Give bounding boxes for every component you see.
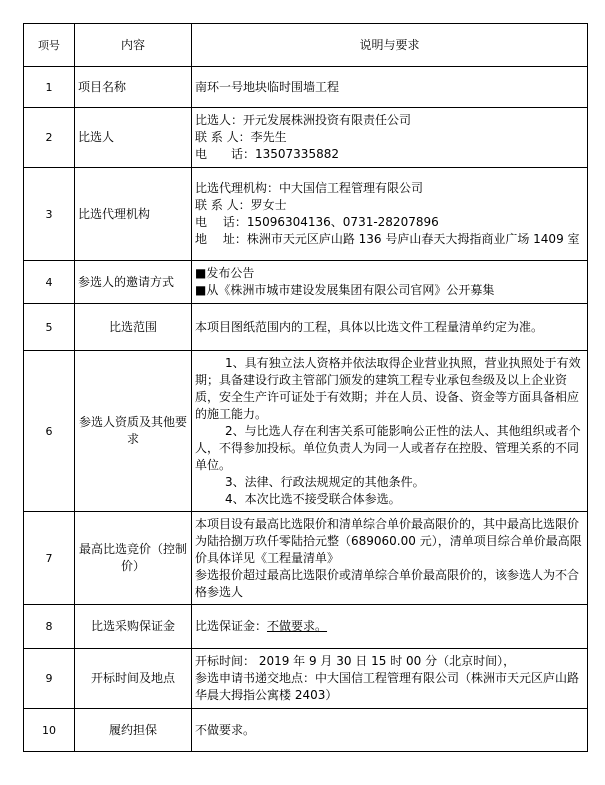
row-item: 比选范围 bbox=[75, 304, 192, 351]
description-line: 不做要求。 bbox=[195, 722, 256, 737]
table-row bbox=[24, 512, 588, 605]
description-line: 地 址：株洲市天元区庐山路 136 号庐山春天大拇指商业广场 1409 室 bbox=[195, 232, 580, 246]
description-line: 3、法律、行政法规规定的其他条件。 bbox=[225, 474, 425, 489]
row-description bbox=[192, 512, 588, 605]
row-description bbox=[192, 168, 588, 261]
description-underlined: 不做要求。 bbox=[267, 619, 328, 633]
description-line: ■发布公告 bbox=[195, 266, 255, 280]
table-row bbox=[24, 261, 588, 304]
description-prefix: 比选保证金： bbox=[195, 619, 268, 633]
row-description bbox=[192, 649, 588, 709]
description-line: 电 话：15096304136、0731-28207896 bbox=[195, 215, 439, 229]
description-line: 本项目图纸范围内的工程，具体以比选文件工程量清单约定为准。 bbox=[195, 319, 544, 334]
row-item: 项目名称 bbox=[75, 67, 192, 108]
table-row bbox=[24, 304, 588, 351]
description-line: 本项目设有最高比选限价和清单综合单价最高限价的，其中最高比选限价为陆拾捌万玖仟零陆拾元整（689060.00 元），清单项目综合单价最高限价具体详见《工程量清单》 bbox=[195, 516, 582, 565]
requirements-table bbox=[23, 23, 588, 752]
row-number: 3 bbox=[24, 168, 75, 261]
table-row bbox=[24, 108, 588, 168]
row-description bbox=[192, 351, 588, 512]
row-number: 7 bbox=[24, 512, 75, 605]
row-description bbox=[192, 108, 588, 168]
row-number: 2 bbox=[24, 108, 75, 168]
table-row bbox=[24, 649, 588, 709]
row-description bbox=[192, 261, 588, 304]
description-line: 联 系 人：李先生 bbox=[195, 130, 287, 144]
table-row bbox=[24, 67, 588, 108]
row-number: 10 bbox=[24, 709, 75, 752]
description-line: 电 话：13507335882 bbox=[195, 147, 339, 161]
row-number: 5 bbox=[24, 304, 75, 351]
row-item: 参选人的邀请方式 bbox=[75, 261, 192, 304]
row-item: 开标时间及地点 bbox=[75, 649, 192, 709]
row-number: 8 bbox=[24, 605, 75, 649]
row-item: 履约担保 bbox=[75, 709, 192, 752]
row-number: 9 bbox=[24, 649, 75, 709]
header-item-number: 项号 bbox=[24, 24, 75, 67]
row-item: 比选代理机构 bbox=[75, 168, 192, 261]
description-line: 2、与比选人存在利害关系可能影响公正性的法人、其他组织或者个人，不得参加投标。单位负责人为同一人或者存在控股、管理关系的不同单位。 bbox=[195, 423, 581, 472]
table-row bbox=[24, 351, 588, 512]
table-row bbox=[24, 605, 588, 649]
table-header-row bbox=[24, 24, 588, 67]
row-number: 1 bbox=[24, 67, 75, 108]
table-row bbox=[24, 168, 588, 261]
description-line: 南环一号地块临时围墙工程 bbox=[195, 79, 340, 94]
table-row bbox=[24, 709, 588, 752]
row-item: 比选采购保证金 bbox=[75, 605, 192, 649]
row-number: 4 bbox=[24, 261, 75, 304]
header-content: 内容 bbox=[75, 24, 192, 67]
row-description bbox=[192, 67, 588, 108]
description-line: 参选报价超过最高比选限价或清单综合单价最高限价的，该参选人为不合格参选人 bbox=[195, 567, 580, 599]
row-description bbox=[192, 605, 588, 649]
description-line: 联 系 人：罗女士 bbox=[195, 198, 287, 212]
description-line: ■从《株洲市城市建设发展集团有限公司官网》公开募集 bbox=[195, 283, 495, 297]
description-line: 1、具有独立法人资格并依法取得企业营业执照，营业执照处于有效期；具备建设行政主管部门颁发的建筑工程专业承包叁级及以上企业资质，安全生产许可证处于有效期；并在人员、设备、资金等方面具备相应的施工能力。 bbox=[195, 355, 581, 421]
description-line: 开标时间： 2019 年 9 月 30 日 15 时 00 分（北京时间）， bbox=[195, 654, 516, 668]
row-description bbox=[192, 304, 588, 351]
description-line: 参选申请书递交地点：中大国信工程管理有限公司（株洲市天元区庐山路华晨大拇指公寓楼 2403） bbox=[195, 671, 580, 702]
description-line: 4、本次比选不接受联合体参选。 bbox=[225, 491, 401, 506]
row-item: 比选人 bbox=[75, 108, 192, 168]
row-item: 参选人资质及其他要求 bbox=[75, 351, 192, 512]
row-number: 6 bbox=[24, 351, 75, 512]
row-description bbox=[192, 709, 588, 752]
header-description: 说明与要求 bbox=[192, 24, 588, 67]
row-item: 最高比选竞价（控制价） bbox=[75, 512, 192, 605]
description-line: 比选人：开元发展株洲投资有限责任公司 bbox=[195, 113, 412, 127]
description-line: 比选代理机构：中大国信工程管理有限公司 bbox=[195, 181, 424, 195]
